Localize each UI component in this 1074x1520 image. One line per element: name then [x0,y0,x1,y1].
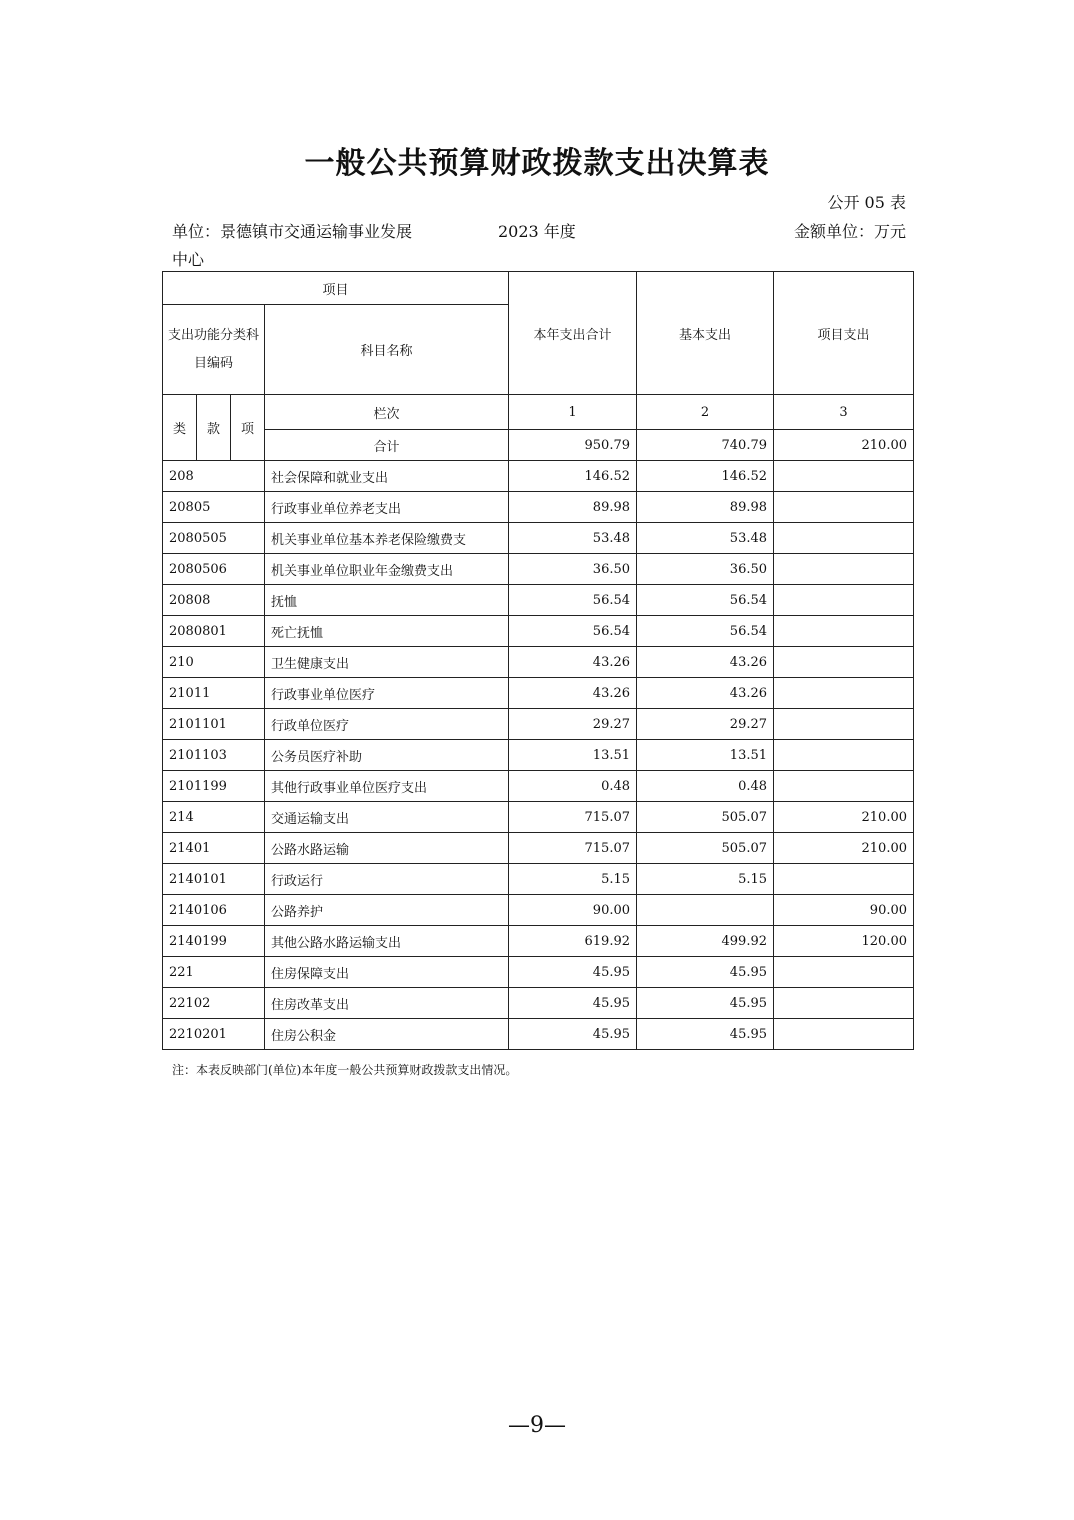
row-name: 行政运行 [265,864,509,895]
row-total: 43.26 [509,647,637,678]
row-project [774,740,914,771]
row-basic: 505.07 [637,833,774,864]
row-basic: 45.95 [637,988,774,1019]
row-basic [637,895,774,926]
row-project [774,678,914,709]
row-total: 89.98 [509,492,637,523]
table-row [163,1019,914,1050]
lanci-label: 栏次 [265,395,509,430]
lanci-3: 3 [774,395,914,430]
row-name: 卫生健康支出 [265,647,509,678]
row-code: 2140101 [163,864,265,895]
lanci-2: 2 [637,395,774,430]
row-project [774,554,914,585]
unit-label-continued: 中心 [172,250,205,269]
row-basic: 36.50 [637,554,774,585]
row-basic: 89.98 [637,492,774,523]
table-row [163,864,914,895]
table-row [163,678,914,709]
row-code: 2140106 [163,895,265,926]
row-basic: 5.15 [637,864,774,895]
row-basic: 499.92 [637,926,774,957]
header-kuan: 款 [197,395,231,461]
row-name: 行政单位医疗 [265,709,509,740]
row-code: 20808 [163,585,265,616]
table-row [163,523,914,554]
row-name: 其他公路水路运输支出 [265,926,509,957]
header-total: 本年支出合计 [509,272,637,395]
row-project [774,492,914,523]
row-total: 715.07 [509,833,637,864]
total-sum: 950.79 [509,430,637,461]
row-name: 住房改革支出 [265,988,509,1019]
row-project: 210.00 [774,833,914,864]
row-code: 21401 [163,833,265,864]
row-code: 214 [163,802,265,833]
row-total: 90.00 [509,895,637,926]
row-basic: 29.27 [637,709,774,740]
row-total: 56.54 [509,616,637,647]
table-row [163,709,914,740]
total-basic: 740.79 [637,430,774,461]
row-code: 2101101 [163,709,265,740]
header-lei: 类 [163,395,197,461]
fiscal-year: 2023 年度 [498,222,576,241]
row-basic: 146.52 [637,461,774,492]
table-row [163,461,914,492]
row-code: 208 [163,461,265,492]
row-code: 2210201 [163,1019,265,1050]
row-name: 其他行政事业单位医疗支出 [265,771,509,802]
row-code: 2080505 [163,523,265,554]
row-name: 机关事业单位职业年金缴费支出 [265,554,509,585]
row-name: 公路养护 [265,895,509,926]
header-project: 项目支出 [774,272,914,395]
row-code: 2080801 [163,616,265,647]
row-total: 45.95 [509,988,637,1019]
header-basic: 基本支出 [637,272,774,395]
row-basic: 45.95 [637,957,774,988]
table-row [163,616,914,647]
row-code: 2140199 [163,926,265,957]
row-name: 社会保障和就业支出 [265,461,509,492]
row-project [774,957,914,988]
row-code: 21011 [163,678,265,709]
row-name: 抚恤 [265,585,509,616]
row-project [774,523,914,554]
row-basic: 56.54 [637,585,774,616]
total-project: 210.00 [774,430,914,461]
table-row [163,988,914,1019]
row-project [774,709,914,740]
row-total: 715.07 [509,802,637,833]
expenditure-table [162,271,914,1050]
row-project [774,988,914,1019]
table-row [163,771,914,802]
lanci-1: 1 [509,395,637,430]
row-code: 2101199 [163,771,265,802]
row-project [774,1019,914,1050]
row-project: 120.00 [774,926,914,957]
row-name: 行政事业单位养老支出 [265,492,509,523]
row-total: 36.50 [509,554,637,585]
row-project [774,461,914,492]
table-row [163,895,914,926]
page-title: 一般公共预算财政拨款支出决算表 [304,146,770,181]
row-code: 22102 [163,988,265,1019]
total-label: 合计 [265,430,509,461]
row-project [774,864,914,895]
row-basic: 45.95 [637,1019,774,1050]
row-code: 20805 [163,492,265,523]
row-project: 210.00 [774,802,914,833]
table-row [163,957,914,988]
header-xiang: 项 [231,395,265,461]
row-total: 45.95 [509,957,637,988]
row-basic: 43.26 [637,647,774,678]
table-row [163,833,914,864]
row-project [774,647,914,678]
row-code: 221 [163,957,265,988]
row-total: 56.54 [509,585,637,616]
table-row [163,802,914,833]
row-basic: 56.54 [637,616,774,647]
table-row [163,585,914,616]
row-project [774,585,914,616]
table-row [163,926,914,957]
row-basic: 43.26 [637,678,774,709]
row-total: 0.48 [509,771,637,802]
row-project [774,616,914,647]
row-basic: 53.48 [637,523,774,554]
row-total: 29.27 [509,709,637,740]
row-name: 死亡抚恤 [265,616,509,647]
row-total: 43.26 [509,678,637,709]
row-basic: 505.07 [637,802,774,833]
row-project [774,771,914,802]
row-name: 公路水路运输 [265,833,509,864]
row-total: 5.15 [509,864,637,895]
row-name: 公务员医疗补助 [265,740,509,771]
page-number: —9— [508,1413,566,1438]
row-total: 45.95 [509,1019,637,1050]
money-unit: 金额单位：万元 [793,222,906,241]
row-basic: 0.48 [637,771,774,802]
table-row [163,647,914,678]
row-name: 住房保障支出 [265,957,509,988]
header-name: 科目名称 [265,305,509,395]
row-code: 2101103 [163,740,265,771]
header-code: 支出功能分类科目编码 [163,305,265,395]
row-code: 210 [163,647,265,678]
row-total: 53.48 [509,523,637,554]
row-total: 146.52 [509,461,637,492]
form-number: 公开 05 表 [827,193,906,212]
row-name: 行政事业单位医疗 [265,678,509,709]
table-row [163,740,914,771]
row-total: 619.92 [509,926,637,957]
row-project: 90.00 [774,895,914,926]
table-row [163,492,914,523]
row-total: 13.51 [509,740,637,771]
row-basic: 13.51 [637,740,774,771]
row-name: 住房公积金 [265,1019,509,1050]
table-row [163,554,914,585]
header-item: 项目 [163,272,509,305]
row-name: 交通运输支出 [265,802,509,833]
row-code: 2080506 [163,554,265,585]
table-note: 注：本表反映部门(单位)本年度一般公共预算财政拨款支出情况。 [172,1063,518,1077]
unit-label: 单位：景德镇市交通运输事业发展 [172,222,413,241]
row-name: 机关事业单位基本养老保险缴费支 [265,523,509,554]
